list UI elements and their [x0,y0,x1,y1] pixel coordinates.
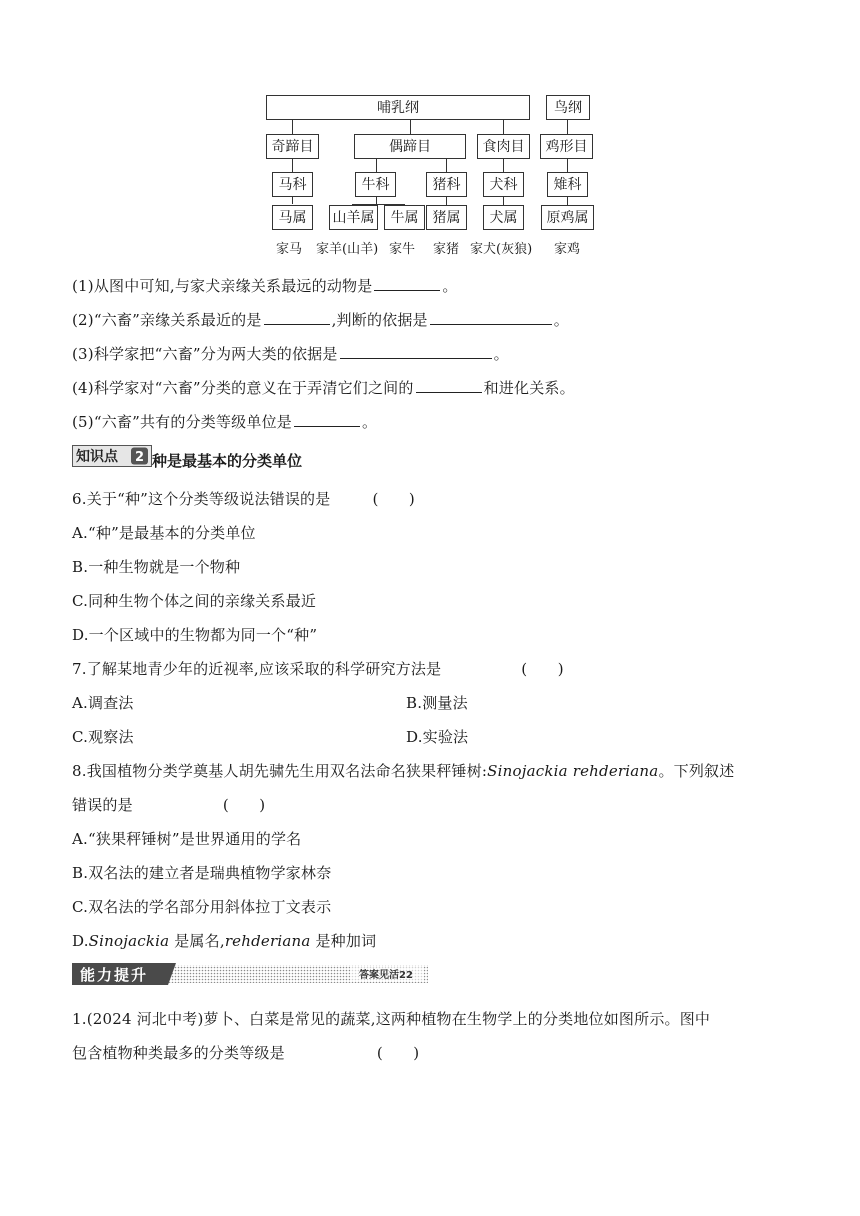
ability-q1-line2: 包含植物种类最多的分类等级是 ( ) [72,1044,420,1062]
answer-blank[interactable] [374,276,440,291]
q6-option-d[interactable]: D.一个区域中的生物都为同一个“种” [72,626,318,644]
order-galliformes-box: 鸡形目 [540,134,593,159]
animal-pig-label: 家猪 [433,242,460,257]
q6-option-c[interactable]: C.同种生物个体之间的亲缘关系最近 [72,592,317,610]
ability-section-title: 能力提升 [80,966,149,984]
answer-blank[interactable] [264,310,330,325]
q8-stem-line1: 8.我国植物分类学奠基人胡先骕先生用双名法命名狭果秤锤树:Sinojackia rehderiana。下列叙述 [72,762,735,780]
family-bovidae-box: 牛科 [355,172,396,197]
question-1: (1)从图中可知,与家犬亲缘关系最远的动物是 。 [72,277,458,295]
answer-blank[interactable] [430,310,552,325]
q6-stem: 6.关于“种”这个分类等级说法错误的是 ( ) [72,490,415,508]
q7-answer-paren[interactable]: ( ) [521,660,564,678]
animal-cattle-label: 家牛 [389,242,416,257]
genus-bos-box: 牛属 [384,205,425,230]
order-artiodactyla-box: 偶蹄目 [354,134,466,159]
q8-option-a[interactable]: A.“狭果秤锤树”是世界通用的学名 [72,830,302,848]
genus-capra-box: 山羊属 [329,205,378,230]
genus-canis-box: 犬属 [483,205,524,230]
answer-blank[interactable] [416,378,482,393]
q6-option-b[interactable]: B.一种生物就是一个物种 [72,558,241,576]
knowledge-point-title: 种是最基本的分类单位 [152,452,303,470]
q6-option-a[interactable]: A.“种”是最基本的分类单位 [72,524,256,542]
answer-blank[interactable] [340,344,492,359]
q8-option-d[interactable]: D.Sinojackia 是属名,rehderiana 是种加词 [72,932,377,950]
answer-reference: 答案见活22 [359,970,413,981]
q8-option-b[interactable]: B.双名法的建立者是瑞典植物学家林奈 [72,864,332,882]
q7-option-a[interactable]: A.调查法 [72,694,134,712]
knowledge-point-label: 知识点 [76,449,118,465]
ability-q1-answer-paren[interactable]: ( ) [376,1044,420,1062]
question-4: (4)科学家对“六畜”分类的意义在于弄清它们之间的 和进化关系。 [72,379,575,397]
q6-answer-paren[interactable]: ( ) [372,490,415,508]
animal-chicken-label: 家鸡 [554,242,581,257]
order-perissodactyla-box: 奇蹄目 [266,134,319,159]
knowledge-point-number: 2 [134,450,145,465]
answer-blank[interactable] [294,412,360,427]
family-phasianidae-box: 雉科 [547,172,588,197]
q7-stem: 7.了解某地青少年的近视率,应该采取的科学研究方法是 ( ) [72,660,564,678]
genus-sus-box: 猪属 [426,205,467,230]
q7-option-d[interactable]: D.实验法 [406,728,469,746]
q7-option-c[interactable]: C.观察法 [72,728,134,746]
class-mammal-box: 哺乳纲 [266,95,530,120]
family-equidae-box: 马科 [272,172,313,197]
ability-q1-line1: 1.(2024 河北中考)萝卜、白菜是常见的蔬菜,这两种植物在生物学上的分类地位如图所示。图中 [72,1010,711,1028]
q8-option-c[interactable]: C.双名法的学名部分用斜体拉丁文表示 [72,898,332,916]
q7-option-b[interactable]: B.测量法 [406,694,468,712]
animal-horse-label: 家马 [276,242,303,257]
q8-answer-paren[interactable]: ( ) [222,796,266,814]
animal-dog-label: 家犬(灰狼) [470,242,533,257]
family-suidae-box: 猪科 [426,172,467,197]
genus-gallus-box: 原鸡属 [541,205,594,230]
classification-diagram [0,0,860,265]
ability-section-banner [72,963,428,985]
order-carnivora-box: 食肉目 [477,134,530,159]
animal-goat-label: 家羊(山羊) [316,242,379,257]
knowledge-point-badge [72,445,152,467]
question-2: (2)“六畜”亲缘关系最近的是 ,判断的依据是 。 [72,311,569,329]
question-5: (5)“六畜”共有的分类等级单位是 。 [72,413,378,431]
q8-stem-line2: 错误的是 ( ) [72,796,266,814]
genus-equus-box: 马属 [272,205,313,230]
class-bird-box: 鸟纲 [546,95,590,120]
question-3: (3)科学家把“六畜”分为两大类的依据是 。 [72,345,509,363]
family-canidae-box: 犬科 [483,172,524,197]
